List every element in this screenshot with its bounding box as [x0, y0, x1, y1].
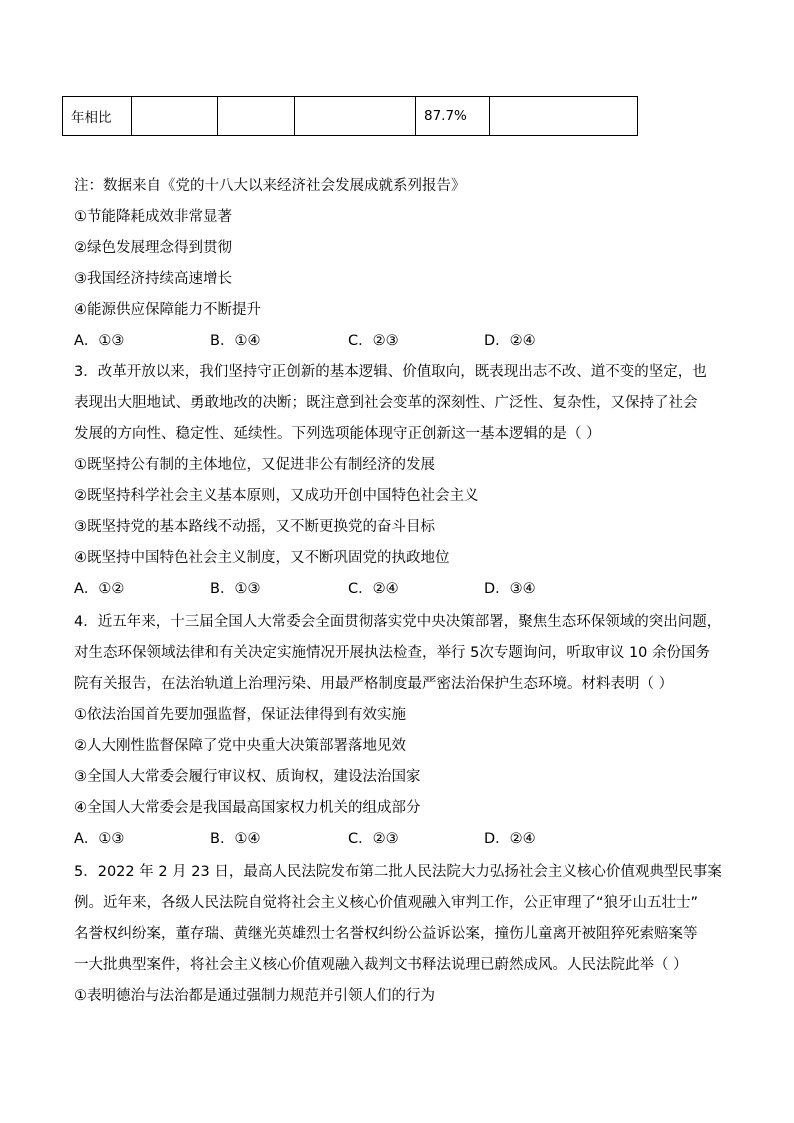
option-a[interactable]: A．①②	[74, 581, 125, 597]
table-cell	[295, 97, 416, 136]
option-a[interactable]: A．①③	[74, 831, 125, 847]
table-note: 注：数据来自《党的十八大以来经济社会发展成就系列报告》	[74, 178, 466, 194]
q2-item: ②绿色发展理念得到贯彻	[74, 240, 232, 256]
option-d[interactable]: D．②④	[484, 333, 536, 349]
option-c[interactable]: C．②④	[348, 581, 399, 597]
q3-item: ①既坚持公有制的主体地位，又促进非公有制经济的发展	[74, 457, 435, 473]
table-cell: 87.7%	[416, 97, 490, 136]
option-d[interactable]: D．③④	[484, 581, 536, 597]
q4-stem: 院有关报告，在法治轨道上治理污染、用最严格制度最严密法治保护生态环境。材料表明（ ）	[74, 676, 674, 692]
q3-item: ④既坚持中国特色社会主义制度，又不断巩固党的执政地位	[74, 550, 450, 566]
q4-item: ④全国人大常委会是我国最高国家权力机关的组成部分	[74, 800, 421, 816]
q5-stem: 名誉权纠纷案，董存瑞、黄继光英雄烈士名誉权纠纷公益诉讼案，撞伤儿童离开被阻猝死索赔案等	[74, 926, 698, 942]
q4-item: ③全国人大常委会履行审议权、质询权，建设法治国家	[74, 769, 421, 785]
option-a[interactable]: A．①③	[74, 333, 125, 349]
q5-stem: 5．2022 年 2 月 23 日，最高人民法院发布第二批人民法院大力弘扬社会主义核心价值观典型民事案	[74, 864, 722, 880]
q4-item: ②人大刚性监督保障了党中央重大决策部署落地见效	[74, 738, 406, 754]
option-d[interactable]: D．②④	[484, 831, 536, 847]
table-cell	[218, 97, 295, 136]
data-table	[62, 96, 638, 136]
option-b[interactable]: B．①③	[210, 581, 261, 597]
q4-item: ①依法治国首先要加强监督，保证法律得到有效实施	[74, 707, 406, 723]
q2-item: ③我国经济持续高速增长	[74, 271, 232, 287]
table-cell	[132, 97, 218, 136]
q4-stem: 对生态环保领域法律和有关决定实施情况开展执法检查，举行 5次专题询问，听取审议 10 余份国务	[74, 645, 710, 661]
q2-item: ①节能降耗成效非常显著	[74, 209, 232, 225]
q3-item: ③既坚持党的基本路线不动摇，又不断更换党的奋斗目标	[74, 519, 435, 535]
q3-item: ②既坚持科学社会主义基本原则，又成功开创中国特色社会主义	[74, 488, 479, 504]
q3-stem: 表现出大胆地试、勇敢地改的决断；既注意到社会变革的深刻性、广泛性、复杂性，又保持了社会	[74, 395, 698, 411]
q5-stem: 例。近年来，各级人民法院自觉将社会主义核心价值观融入审判工作，公正审理了“狼牙山五壮士”	[74, 895, 699, 911]
option-b[interactable]: B．①④	[210, 333, 261, 349]
table-row-label: 年相比	[63, 97, 132, 136]
q5-stem: 一大批典型案件，将社会主义核心价值观融入裁判文书释法说理已蔚然成风。人民法院此举（ ）	[74, 957, 688, 973]
q2-item: ④能源供应保障能力不断提升	[74, 302, 261, 318]
option-c[interactable]: C．②③	[348, 333, 399, 349]
table-cell	[490, 97, 638, 136]
q4-stem: 4．近五年来，十三届全国人大常委会全面贯彻落实党中央决策部署，聚焦生态环保领域的突出问题，	[74, 614, 722, 630]
q5-item: ①表明德治与法治都是通过强制力规范并引领人们的行为	[74, 988, 435, 1004]
option-c[interactable]: C．②③	[348, 831, 399, 847]
q3-stem: 发展的方向性、稳定性、延续性。下列选项能体现守正创新这一基本逻辑的是（ ）	[74, 426, 601, 442]
q3-stem: 3．改革开放以来，我们坚持守正创新的基本逻辑、价值取向，既表现出志不改、道不变的坚定，也	[74, 364, 707, 380]
table-row	[63, 97, 638, 136]
option-b[interactable]: B．①④	[210, 831, 261, 847]
